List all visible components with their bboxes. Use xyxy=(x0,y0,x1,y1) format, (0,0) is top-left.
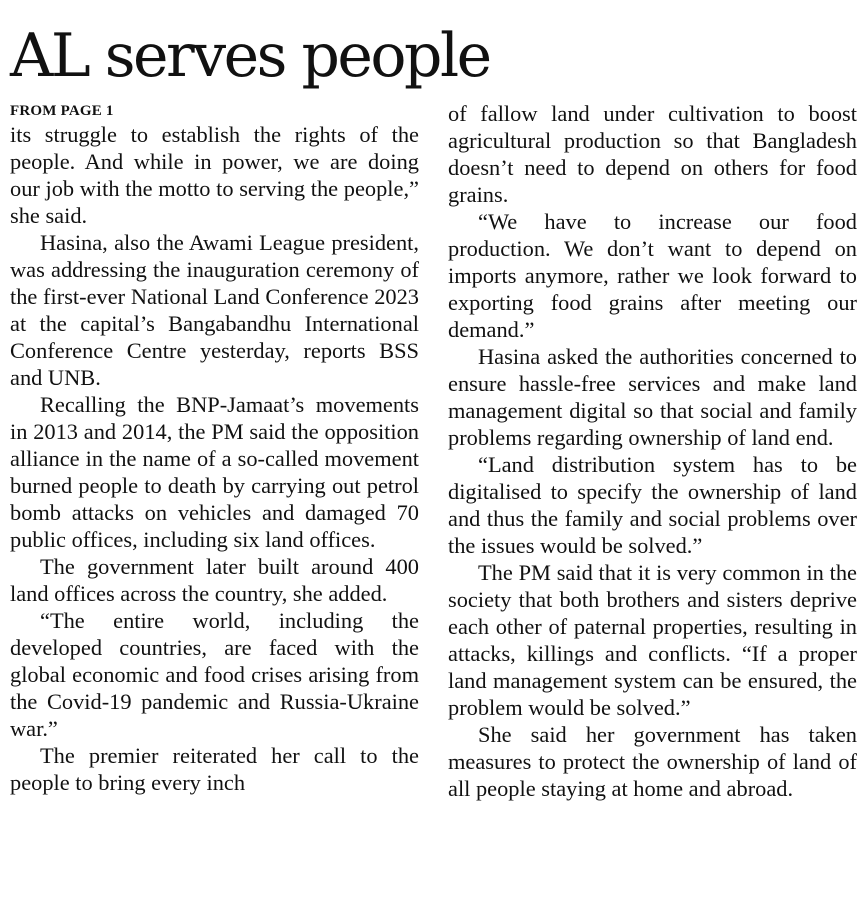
article-paragraph: Recalling the BNP-Jamaat’s movements in 2013 and 2014, the PM said the opposition alliance in the name of a so-called movement burned people to death by carrying out petrol bomb attacks on vehicles and damaged 70 public offices, including six land offices. xyxy=(10,392,419,552)
article-paragraph: “We have to increase our food production. We don’t want to depend on imports anymore, rather we look forward to exporting food grains after meeting our demand.” xyxy=(448,209,857,342)
article-paragraph: its struggle to establish the rights of the people. And while in power, we are doing our job with the motto to serving the people,” she said. xyxy=(10,122,419,228)
article-paragraph: She said her government has taken measures to protect the ownership of land of all people staying at home and abroad. xyxy=(448,722,857,801)
article-paragraph: “Land distribution system has to be digitalised to specify the ownership of land and thus the family and social problems over the issues would be solved.” xyxy=(448,452,857,558)
article-paragraph: The government later built around 400 land offices across the country, she added. xyxy=(10,554,419,606)
article-paragraph: The PM said that it is very common in the society that both brothers and sisters deprive each other of paternal properties, resulting in attacks, killings and conflicts. “If a proper land management system can be ensured, the problem would be solved.” xyxy=(448,560,857,720)
article-paragraph: of fallow land under cultivation to boost agricultural production so that Bangladesh doesn’t need to depend on others for food grains. xyxy=(448,101,857,207)
article-paragraph: “The entire world, including the developed countries, are faced with the global economic and food crises arising from the Covid-19 pandemic and Russia-Ukraine war.” xyxy=(10,608,419,741)
article-column-right xyxy=(448,100,857,802)
article-column-left xyxy=(10,100,419,796)
article-paragraph: Hasina asked the authorities concerned to ensure hassle-free services and make land management digital so that social and family problems regarding ownership of land end. xyxy=(448,344,857,450)
article-paragraph: The premier reiterated her call to the people to bring every inch xyxy=(10,743,419,795)
jump-line: FROM PAGE 1 xyxy=(10,103,114,119)
article-paragraph: Hasina, also the Awami League president, was addressing the inauguration ceremony of the first-ever National Land Conference 2023 at the capital’s Bangabandhu International Conference Centre yesterday, reports BSS and UNB. xyxy=(10,230,419,390)
headline: AL serves people xyxy=(10,21,490,91)
